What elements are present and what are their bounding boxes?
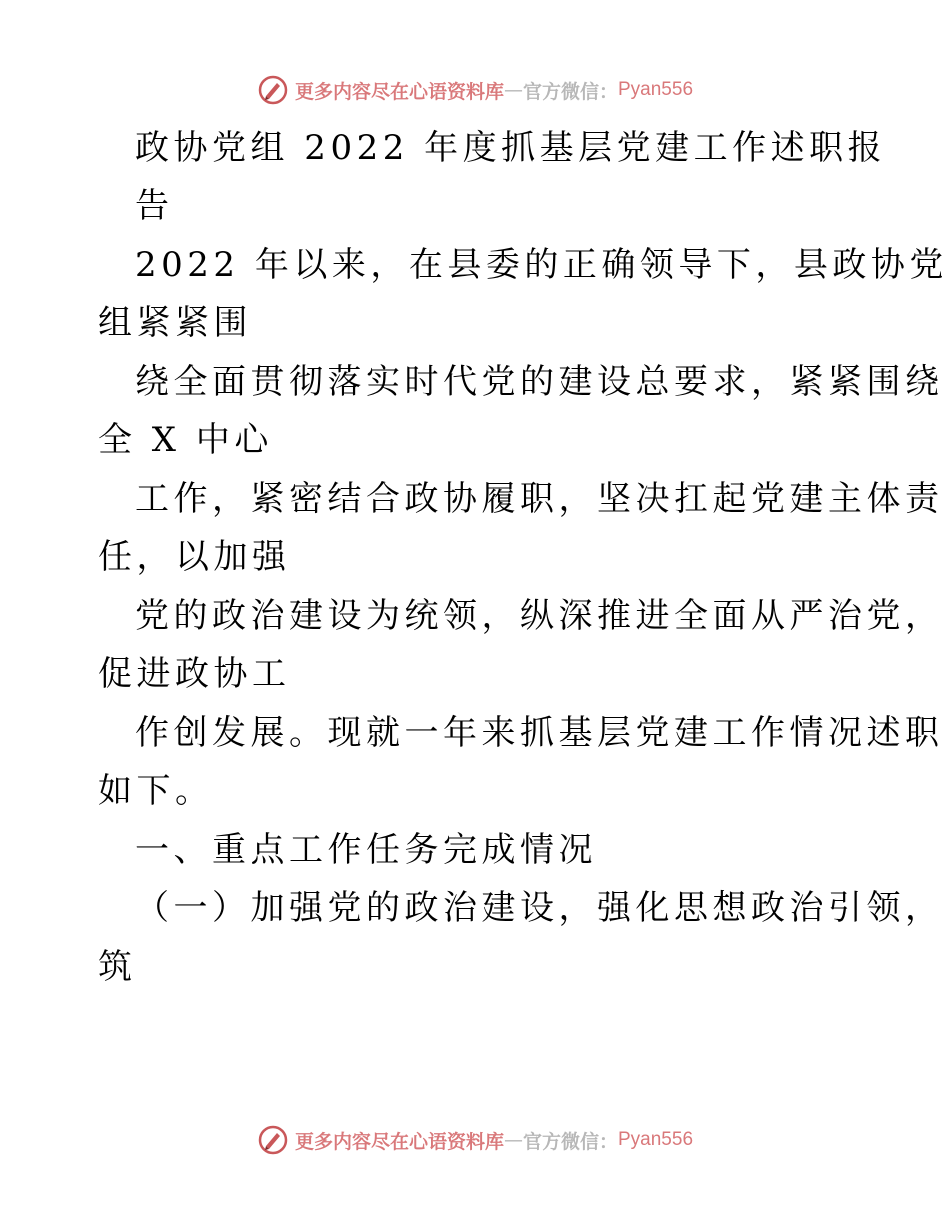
doc-title-line-1: 政协党组 2022 年度抓基层党建工作述职报 (135, 128, 887, 168)
doc-subsection-heading: （一）加强党的政治建设，强化思想政治引领， (135, 888, 944, 928)
header-separator: — (503, 79, 523, 101)
doc-title-line-2: 告 (135, 186, 174, 226)
header-brand-text: 更多内容尽在心语资料库 (294, 80, 504, 103)
header-wechat-id: Pyan556 (618, 79, 694, 100)
doc-line: 2022 年以来，在县委的正确领导下，县政协党 (135, 245, 948, 285)
doc-line: 筑 (98, 947, 137, 987)
doc-section-heading: 一、重点工作任务完成情况 (135, 830, 597, 870)
pen-logo-icon (257, 1124, 289, 1156)
footer-banner (0, 1120, 950, 1160)
doc-line: 全 X 中心 (98, 420, 273, 460)
doc-line: 工作，紧密结合政协履职，坚决扛起党建主体责 (135, 479, 944, 519)
doc-line: 如下。 (98, 771, 214, 811)
doc-line: 促进政协工 (98, 654, 291, 694)
pen-logo-icon (257, 74, 289, 106)
header-wechat-label: 官方微信： (522, 80, 618, 103)
doc-line: 党的政治建设为统领，纵深推进全面从严治党， (135, 596, 944, 636)
header-banner (0, 70, 950, 110)
footer-brand-text: 更多内容尽在心语资料库 (294, 1130, 504, 1153)
footer-separator: — (503, 1129, 523, 1151)
footer-wechat-id: Pyan556 (618, 1129, 694, 1150)
footer-wechat-label: 官方微信： (522, 1130, 618, 1153)
doc-line: 任，以加强 (98, 537, 291, 577)
doc-line: 作创发展。现就一年来抓基层党建工作情况述职 (135, 713, 944, 753)
doc-line: 组紧紧围 (98, 303, 252, 343)
doc-line: 绕全面贯彻落实时代党的建设总要求，紧紧围绕 (135, 362, 944, 402)
